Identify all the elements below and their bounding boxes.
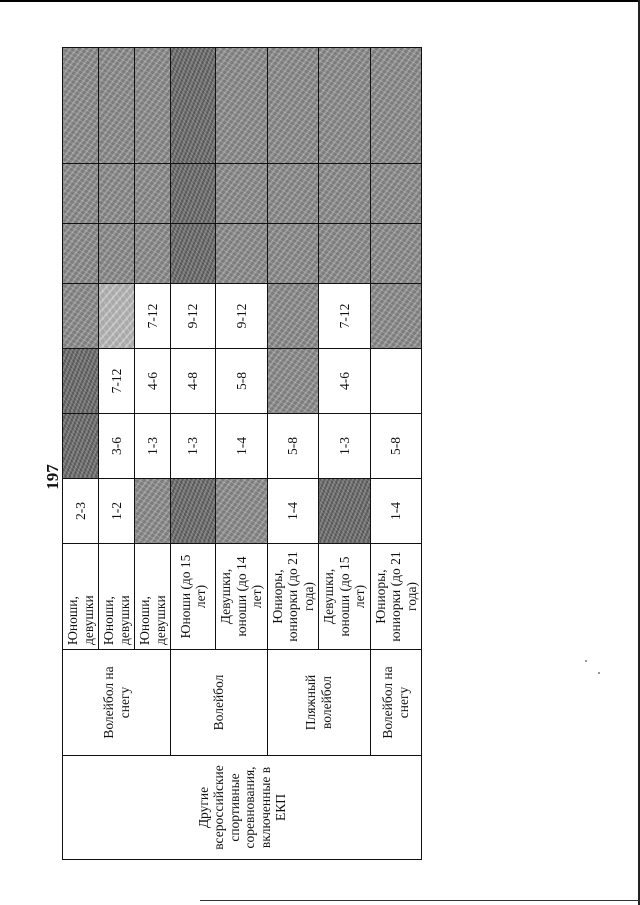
place-cell: 4-6 [135, 349, 171, 414]
place-cell [370, 224, 422, 284]
age-cell: Юноши, девушки [63, 544, 99, 650]
place-cell: 4-6 [319, 349, 371, 414]
scan-speck [585, 660, 587, 662]
table-row [267, 48, 319, 860]
place-cell: 4-8 [171, 349, 216, 414]
age-cell: Юниоры, юниорки (до 21 года) [370, 544, 422, 650]
place-cell [370, 164, 422, 224]
place-cell [319, 48, 371, 164]
place-cell: 9-12 [171, 284, 216, 349]
age-cell: Юниоры, юниорки (до 21 года) [267, 544, 319, 650]
place-cell [319, 479, 371, 544]
place-cell [370, 349, 422, 414]
place-cell: 5-8 [267, 414, 319, 479]
place-cell [171, 164, 216, 224]
place-cell [267, 349, 319, 414]
place-cell: 7-12 [135, 284, 171, 349]
place-cell [216, 479, 268, 544]
table-row [63, 48, 99, 860]
place-cell: 2-3 [63, 479, 99, 544]
place-cell [135, 224, 171, 284]
place-cell [319, 224, 371, 284]
age-cell: Юноши, девушки [135, 544, 171, 650]
place-cell [370, 284, 422, 349]
place-cell [63, 164, 99, 224]
place-cell: 1-4 [216, 414, 268, 479]
place-cell [216, 164, 268, 224]
place-cell [267, 284, 319, 349]
place-cell [267, 164, 319, 224]
place-cell [171, 224, 216, 284]
place-cell [171, 48, 216, 164]
place-cell [370, 48, 422, 164]
scan-speck [598, 672, 600, 674]
table-row [171, 48, 216, 860]
page-edge-top [0, 0, 640, 2]
sport-cell: Волейбол [171, 650, 268, 756]
place-cell: 1-4 [370, 479, 422, 544]
place-cell: 7-12 [319, 284, 371, 349]
place-cell [216, 224, 268, 284]
place-cell [216, 48, 268, 164]
place-cell [135, 48, 171, 164]
place-cell [99, 164, 135, 224]
place-cell [267, 224, 319, 284]
place-cell: 5-8 [216, 349, 268, 414]
page-edge-bottom [200, 900, 640, 901]
place-cell [63, 48, 99, 164]
place-cell [63, 224, 99, 284]
table-row [370, 48, 422, 860]
place-cell [63, 349, 99, 414]
place-cell [135, 479, 171, 544]
place-cell: 1-4 [267, 479, 319, 544]
sport-cell: Волейбол на снегу [63, 650, 171, 756]
place-cell [99, 284, 135, 349]
place-cell [319, 164, 371, 224]
place-cell [63, 414, 99, 479]
place-cell: 7-12 [99, 349, 135, 414]
competition-table [62, 47, 422, 860]
place-cell: 9-12 [216, 284, 268, 349]
page-number: 197 [43, 464, 62, 490]
age-cell: Девушки, юноши (до 15 лет) [319, 544, 371, 650]
sport-cell: Пляжный волейбол [267, 650, 370, 756]
place-cell: 1-2 [99, 479, 135, 544]
place-cell: 1-3 [171, 414, 216, 479]
age-cell: Юноши, девушки [99, 544, 135, 650]
place-cell: 1-3 [135, 414, 171, 479]
place-cell: 1-3 [319, 414, 371, 479]
place-cell [63, 284, 99, 349]
age-cell: Девушки, юноши (до 14 лет) [216, 544, 268, 650]
place-cell [135, 164, 171, 224]
place-cell: 5-8 [370, 414, 422, 479]
age-cell: Юноши (до 15 лет) [171, 544, 216, 650]
place-cell: 3-6 [99, 414, 135, 479]
place-cell [99, 224, 135, 284]
category-cell: Другие всероссийские спортивные соревнования, включенные в ЕКП [63, 756, 422, 860]
place-cell [171, 479, 216, 544]
sport-cell: Волейбол на снегу [370, 650, 422, 756]
place-cell [267, 48, 319, 164]
place-cell [99, 48, 135, 164]
rotated-table-container [62, 48, 419, 860]
